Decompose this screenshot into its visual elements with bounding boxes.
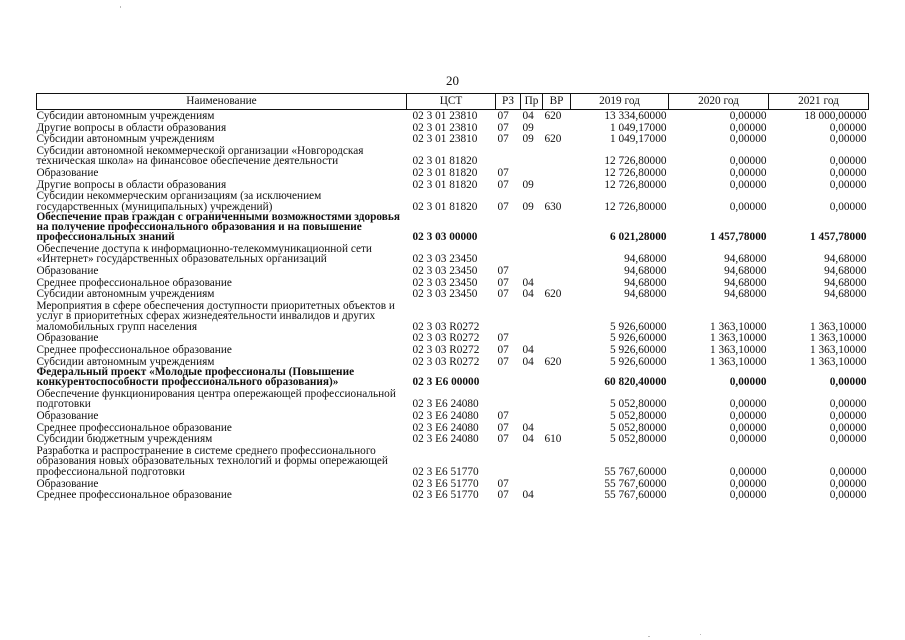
cell-rz: 07 bbox=[497, 110, 509, 122]
cell-vr bbox=[543, 179, 571, 191]
header-2019: 2019 год bbox=[571, 94, 669, 110]
table-row bbox=[37, 489, 869, 501]
cell-rz: 07 bbox=[497, 166, 509, 179]
cell-y2021: 0,00000 bbox=[829, 410, 867, 422]
cell-vr bbox=[543, 300, 571, 333]
table-row bbox=[37, 344, 869, 356]
cell-y2021: 0,00000 bbox=[829, 433, 867, 445]
cell-rz: 07 bbox=[497, 276, 509, 289]
cell-name: Субсидии автономным учреждениям bbox=[36, 110, 215, 122]
cell-pr bbox=[521, 410, 543, 422]
cell-y2019: 94,68000 bbox=[624, 253, 667, 265]
cell-cst: 02 3 E6 24080 bbox=[412, 398, 479, 411]
cell-pr: 04 bbox=[522, 421, 534, 434]
cell-cst: 02 3 01 81820 bbox=[412, 166, 478, 179]
cell-cst: 02 3 03 R0272 bbox=[412, 332, 480, 345]
header-2021: 2021 год bbox=[769, 94, 869, 110]
cell-rz: 07 bbox=[497, 332, 509, 345]
cell-name: Образование bbox=[36, 477, 99, 490]
cell-rz: 07 bbox=[497, 178, 509, 191]
cell-vr bbox=[543, 243, 571, 265]
cell-rz bbox=[496, 445, 521, 478]
cell-y2020: 0,00000 bbox=[729, 121, 767, 134]
cell-cst: 02 3 03 23450 bbox=[412, 276, 478, 289]
cell-y2021: 1 363,10000 bbox=[810, 344, 867, 356]
cell-y2021: 0,00000 bbox=[829, 121, 867, 134]
table-row bbox=[37, 332, 869, 344]
cell-vr: 610 bbox=[544, 433, 562, 445]
cell-name: Образование bbox=[36, 332, 99, 345]
cell-pr: 04 bbox=[522, 288, 534, 300]
cell-vr bbox=[543, 212, 571, 242]
cell-vr bbox=[543, 422, 571, 434]
header-pr: Пр bbox=[521, 94, 543, 110]
cell-cst: 02 3 03 23450 bbox=[412, 253, 478, 265]
cell-y2021: 0,00000 bbox=[829, 155, 867, 167]
table-row bbox=[37, 122, 869, 134]
cell-vr bbox=[543, 388, 571, 410]
cell-vr: 620 bbox=[544, 355, 562, 368]
cell-rz: 07 bbox=[497, 410, 509, 422]
cell-rz: 07 bbox=[497, 264, 509, 277]
cell-y2019: 12 726,80000 bbox=[604, 155, 667, 167]
cell-name: Субсидии бюджетным учреждениям bbox=[36, 433, 213, 446]
cell-y2019: 94,68000 bbox=[624, 276, 667, 289]
cell-pr: 04 bbox=[522, 355, 534, 368]
cell-rz: 07 bbox=[497, 288, 509, 300]
cell-y2019: 5 052,80000 bbox=[610, 398, 667, 411]
cell-y2020: 0,00000 bbox=[729, 477, 767, 490]
cell-vr: 620 bbox=[544, 133, 562, 145]
cell-rz bbox=[496, 367, 521, 388]
cell-vr bbox=[543, 478, 571, 490]
cell-y2020: 1 363,10000 bbox=[710, 332, 767, 345]
cell-y2019: 1 049,17000 bbox=[610, 121, 667, 134]
cell-cst: 02 3 03 R0272 bbox=[412, 320, 480, 333]
cell-name: Обеспечение прав граждан с ограниченными возможностями здоровья на получение профессионального образования и на повышение профессиональных знаний bbox=[36, 211, 400, 243]
cell-pr: 09 bbox=[522, 178, 534, 191]
cell-y2020: 0,00000 bbox=[729, 155, 767, 167]
scan-speck bbox=[700, 634, 701, 635]
cell-rz: 07 bbox=[497, 355, 509, 368]
cell-pr bbox=[521, 300, 543, 333]
cell-y2020: 94,68000 bbox=[724, 253, 767, 265]
cell-y2021: 1 457,78000 bbox=[810, 231, 867, 243]
cell-y2019: 5 926,60000 bbox=[610, 320, 667, 333]
cell-y2019: 12 726,80000 bbox=[604, 166, 667, 179]
cell-y2019: 55 767,60000 bbox=[604, 466, 667, 478]
cell-pr bbox=[521, 478, 543, 490]
cell-y2021: 0,00000 bbox=[829, 421, 867, 434]
cell-y2020: 0,00000 bbox=[729, 133, 767, 145]
cell-pr: 04 bbox=[522, 110, 534, 122]
table-row bbox=[37, 265, 869, 277]
cell-cst: 02 3 E6 51770 bbox=[412, 477, 479, 490]
cell-pr bbox=[521, 265, 543, 277]
cell-y2019: 94,68000 bbox=[624, 264, 667, 277]
cell-y2021: 0,00000 bbox=[829, 166, 867, 179]
cell-name: Среднее профессиональное образование bbox=[36, 344, 232, 357]
cell-y2019: 6 021,28000 bbox=[610, 231, 667, 243]
cell-y2020: 0,00000 bbox=[729, 376, 767, 388]
cell-pr: 04 bbox=[522, 276, 534, 289]
cell-vr bbox=[543, 167, 571, 179]
table-row bbox=[37, 167, 869, 179]
cell-cst: 02 3 E6 24080 bbox=[412, 433, 479, 445]
table-row bbox=[37, 478, 869, 490]
cell-pr: 09 bbox=[522, 121, 534, 134]
cell-cst: 02 3 E6 24080 bbox=[412, 421, 479, 434]
cell-y2019: 60 820,40000 bbox=[604, 376, 667, 388]
cell-y2020: 0,00000 bbox=[729, 178, 767, 191]
cell-y2021: 0,00000 bbox=[829, 477, 867, 490]
table-row bbox=[37, 133, 869, 145]
cell-y2020: 1 363,10000 bbox=[710, 344, 767, 356]
cell-y2021: 18 000,00000 bbox=[804, 110, 867, 122]
cell-rz bbox=[496, 145, 521, 167]
cell-name: Другие вопросы в области образования bbox=[36, 178, 227, 191]
cell-name: Образование bbox=[36, 166, 99, 179]
cell-rz bbox=[496, 212, 521, 242]
table-row bbox=[37, 277, 869, 289]
cell-y2020: 0,00000 bbox=[729, 421, 767, 434]
cell-cst: 02 3 01 23810 bbox=[412, 110, 478, 122]
cell-y2020: 0,00000 bbox=[729, 466, 767, 478]
cell-y2019: 1 049,17000 bbox=[610, 133, 667, 145]
cell-pr: 09 bbox=[522, 200, 534, 213]
cell-y2019: 5 926,60000 bbox=[610, 332, 667, 345]
cell-y2020: 0,00000 bbox=[729, 398, 767, 411]
cell-y2021: 0,00000 bbox=[829, 133, 867, 145]
cell-pr: 09 bbox=[522, 133, 534, 145]
cell-vr bbox=[543, 489, 571, 501]
cell-vr bbox=[543, 332, 571, 344]
cell-vr bbox=[543, 344, 571, 356]
cell-name: Обеспечение доступа к информационно-телекоммуникационной сети «Интернет» государственных образовательных организаций bbox=[36, 242, 372, 266]
cell-y2020: 1 363,10000 bbox=[710, 355, 767, 368]
cell-y2020: 94,68000 bbox=[724, 288, 767, 300]
cell-cst: 02 3 01 23810 bbox=[412, 133, 478, 145]
cell-y2021: 1 363,10000 bbox=[810, 320, 867, 333]
cell-y2020: 0,00000 bbox=[729, 433, 767, 445]
cell-cst: 02 3 01 23810 bbox=[412, 121, 478, 134]
cell-y2019: 13 334,60000 bbox=[604, 110, 667, 122]
cell-rz bbox=[496, 388, 521, 410]
cell-cst: 02 3 01 81820 bbox=[412, 155, 478, 167]
cell-y2020: 0,00000 bbox=[729, 110, 767, 122]
cell-y2019: 55 767,60000 bbox=[604, 477, 667, 490]
cell-pr bbox=[521, 212, 543, 242]
cell-rz bbox=[496, 243, 521, 265]
cell-vr bbox=[543, 145, 571, 167]
cell-rz: 07 bbox=[497, 133, 509, 145]
cell-y2019: 12 726,80000 bbox=[604, 178, 667, 191]
cell-y2020: 0,00000 bbox=[729, 166, 767, 179]
cell-name: Субсидии автономным учреждениям bbox=[36, 355, 215, 368]
cell-pr: 04 bbox=[522, 344, 534, 356]
cell-y2020: 0,00000 bbox=[729, 200, 767, 213]
cell-vr bbox=[543, 265, 571, 277]
cell-name: Образование bbox=[36, 410, 99, 423]
page-number: 20 bbox=[446, 73, 459, 88]
cell-y2020: 1 363,10000 bbox=[710, 320, 767, 333]
cell-cst: 02 3 03 00000 bbox=[412, 231, 478, 243]
cell-rz: 07 bbox=[497, 421, 509, 434]
cell-name: Мероприятия в сфере обеспечения доступности приоритетных объектов и услуг в приоритетных сферах жизнедеятельности инвалидов и других маломобильных групп населения bbox=[36, 299, 395, 333]
header-vr: ВР bbox=[543, 94, 571, 110]
cell-vr: 620 bbox=[544, 288, 562, 300]
cell-pr bbox=[521, 445, 543, 478]
cell-cst: 02 3 E6 51770 bbox=[412, 489, 479, 501]
table-row bbox=[37, 288, 869, 300]
cell-name: Разработка и распространение в системе среднего профессионального образования новых образовательных технологий и формы опережающей профессиональной подготовки bbox=[36, 444, 388, 479]
cell-cst: 02 3 E6 24080 bbox=[412, 410, 479, 422]
cell-y2019: 5 926,60000 bbox=[610, 344, 667, 356]
header-cst: ЦСТ bbox=[407, 94, 496, 110]
cell-cst: 02 3 03 R0272 bbox=[412, 344, 480, 356]
cell-y2020: 0,00000 bbox=[729, 489, 767, 501]
cell-y2019: 12 726,80000 bbox=[604, 200, 667, 213]
cell-vr bbox=[543, 367, 571, 388]
cell-vr bbox=[543, 410, 571, 422]
cell-name: Среднее профессиональное образование bbox=[36, 489, 232, 502]
cell-y2019: 5 052,80000 bbox=[610, 410, 667, 422]
cell-rz: 07 bbox=[497, 489, 509, 501]
budget-table bbox=[36, 93, 869, 501]
cell-name: Среднее профессиональное образование bbox=[36, 421, 232, 434]
cell-rz: 07 bbox=[497, 344, 509, 356]
cell-y2019: 94,68000 bbox=[624, 288, 667, 300]
table-row bbox=[37, 243, 869, 265]
cell-name: Субсидии некоммерческим организациям (за исключением государственных (муниципальных) учреждений) bbox=[36, 190, 322, 213]
cell-y2020: 94,68000 bbox=[724, 264, 767, 277]
table-row bbox=[37, 388, 869, 410]
cell-pr bbox=[521, 388, 543, 410]
table-row bbox=[37, 367, 869, 388]
cell-y2021: 0,00000 bbox=[829, 398, 867, 411]
cell-y2021: 0,00000 bbox=[829, 466, 867, 478]
cell-name: Другие вопросы в области образования bbox=[36, 121, 227, 134]
cell-y2020: 1 457,78000 bbox=[710, 231, 767, 243]
cell-pr: 04 bbox=[522, 489, 534, 501]
cell-y2020: 94,68000 bbox=[724, 276, 767, 289]
cell-pr bbox=[521, 167, 543, 179]
cell-cst: 02 3 03 23450 bbox=[412, 264, 478, 277]
cell-y2021: 0,00000 bbox=[829, 178, 867, 191]
header-rz: РЗ bbox=[496, 94, 521, 110]
cell-y2020: 0,00000 bbox=[729, 410, 767, 422]
cell-y2019: 5 052,80000 bbox=[610, 421, 667, 434]
cell-y2021: 1 363,10000 bbox=[810, 332, 867, 345]
cell-rz bbox=[496, 300, 521, 333]
cell-name: Обеспечение функционирования центра опережающей профессиональной подготовки bbox=[36, 387, 396, 411]
cell-name: Субсидии автономной некоммерческой организации «Новгородская техническая школа» на финансовое обеспечение деятельности bbox=[36, 144, 364, 168]
cell-cst: 02 3 01 81820 bbox=[412, 178, 478, 191]
cell-rz: 07 bbox=[497, 200, 509, 213]
cell-pr: 04 bbox=[522, 433, 534, 445]
table-row bbox=[37, 110, 869, 122]
cell-pr bbox=[521, 332, 543, 344]
cell-y2021: 94,68000 bbox=[824, 264, 867, 277]
cell-name: Образование bbox=[36, 264, 99, 277]
cell-y2019: 5 052,80000 bbox=[610, 433, 667, 445]
table-row bbox=[37, 212, 869, 242]
scan-speck bbox=[120, 6, 121, 8]
cell-y2021: 0,00000 bbox=[829, 489, 867, 501]
cell-name: Федеральный проект «Молодые профессионалы (Повышение конкурентоспособности профессионального образования)» bbox=[36, 366, 355, 389]
table-row bbox=[37, 422, 869, 434]
cell-y2021: 0,00000 bbox=[829, 376, 867, 388]
table-row bbox=[37, 433, 869, 445]
table-row bbox=[37, 190, 869, 212]
cell-pr bbox=[521, 243, 543, 265]
cell-y2021: 1 363,10000 bbox=[810, 355, 867, 368]
cell-vr bbox=[543, 277, 571, 289]
cell-vr bbox=[543, 122, 571, 134]
cell-cst: 02 3 01 81820 bbox=[412, 200, 478, 213]
table-row bbox=[37, 445, 869, 478]
cell-vr bbox=[543, 445, 571, 478]
table-row bbox=[37, 300, 869, 333]
header-2020: 2020 год bbox=[669, 94, 769, 110]
table-row bbox=[37, 179, 869, 191]
cell-y2021: 94,68000 bbox=[824, 276, 867, 289]
cell-name: Субсидии автономным учреждениям bbox=[36, 133, 215, 146]
table-body bbox=[37, 110, 869, 501]
cell-vr: 620 bbox=[544, 110, 562, 122]
cell-rz: 07 bbox=[497, 121, 509, 134]
cell-vr: 630 bbox=[544, 200, 562, 213]
header-name: Наименование bbox=[37, 94, 407, 110]
cell-y2019: 5 926,60000 bbox=[610, 355, 667, 368]
scan-speck bbox=[648, 636, 650, 637]
cell-rz: 07 bbox=[497, 433, 509, 445]
cell-y2021: 0,00000 bbox=[829, 200, 867, 213]
cell-cst: 02 3 E6 00000 bbox=[412, 376, 480, 388]
cell-y2019: 55 767,60000 bbox=[604, 489, 667, 501]
cell-cst: 02 3 E6 51770 bbox=[412, 466, 479, 478]
table-row bbox=[37, 145, 869, 167]
table-row bbox=[37, 410, 869, 422]
cell-y2021: 94,68000 bbox=[824, 253, 867, 265]
cell-rz: 07 bbox=[497, 477, 509, 490]
cell-pr bbox=[521, 367, 543, 388]
cell-cst: 02 3 03 23450 bbox=[412, 288, 478, 300]
cell-y2021: 94,68000 bbox=[824, 288, 867, 300]
cell-name: Субсидии автономным учреждениям bbox=[36, 288, 215, 301]
cell-name: Среднее профессиональное образование bbox=[36, 276, 232, 289]
cell-cst: 02 3 03 R0272 bbox=[412, 355, 480, 368]
table-header-row bbox=[37, 94, 869, 110]
cell-pr bbox=[521, 145, 543, 167]
